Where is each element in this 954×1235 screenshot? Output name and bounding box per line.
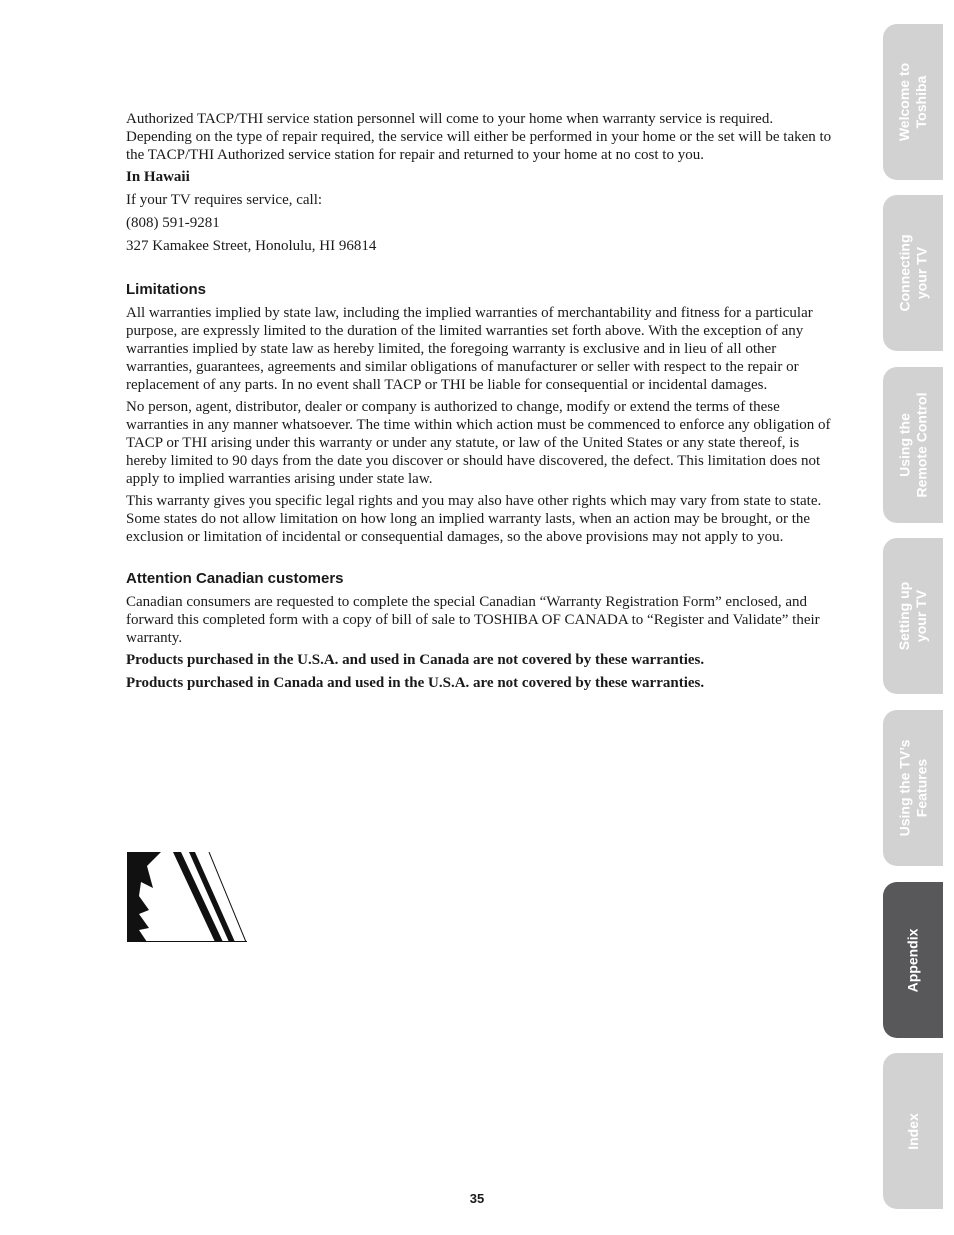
tab-appendix[interactable] bbox=[883, 882, 943, 1038]
limitations-paragraph-3: This warranty gives you specific legal rights and you may also have other rights which may vary from state to state. Some states do not allow limitation on how long an implied warranty lasts, when an action may be brought, or the exclusion or limitation of incidental or consequential damages, so the above provisions may not apply to you. bbox=[126, 493, 822, 545]
tab-index[interactable] bbox=[883, 1053, 943, 1209]
tab-remote-control[interactable] bbox=[883, 367, 943, 523]
tab-setting-up[interactable] bbox=[883, 538, 943, 694]
tab-features[interactable] bbox=[883, 710, 943, 866]
tab-welcome[interactable] bbox=[883, 24, 943, 180]
page-content bbox=[126, 110, 838, 697]
hawaii-heading: In Hawaii bbox=[126, 169, 190, 185]
canada-paragraph: Canadian consumers are requested to complete the special Canadian “Warranty Registration Form” enclosed, and forward this completed form with a copy of bill of sale to TOSHIBA OF CANADA to “Register and Validate” their warranty. bbox=[126, 594, 820, 646]
tab-label: Using the TV’s Features bbox=[896, 739, 929, 837]
canada-notice-canada: Products purchased in Canada and used in the U.S.A. are not covered by these warranties. bbox=[126, 675, 705, 691]
tab-connecting[interactable] bbox=[883, 195, 943, 351]
hawaii-address: 327 Kamakee Street, Honolulu, HI 96814 bbox=[126, 238, 377, 254]
tab-label: Using the Remote Control bbox=[896, 392, 929, 498]
page-number: 35 bbox=[469, 1191, 485, 1206]
canada-maple-leaf-logo bbox=[127, 852, 247, 942]
intro-paragraph: Authorized TACP/THI service station personnel will come to your home when warranty service is required. Depending on the type of repair required, the service will either be performed in your home or the set will be taken to the TACP/THI Authorized service station for repair and returned to your home at no cost to you. bbox=[126, 111, 832, 163]
limitations-paragraph-2: No person, agent, distributor, dealer or company is authorized to change, modify or extend the terms of these warranties in any manner whatsoever. The time within which action must be commenced to enforce any obligation of TACP or THI arising under this warranty or under any statute, or law of the United States or any state thereof, is hereby limited to 90 days from the date you discover or should have discovered, the defect. This limitation does not apply to implied warranties arising under state law. bbox=[126, 399, 831, 487]
canada-notice-usa: Products purchased in the U.S.A. and used in Canada are not covered by these warranties. bbox=[126, 652, 705, 668]
tab-label: Index bbox=[904, 1112, 921, 1150]
tab-label: Appendix bbox=[904, 928, 921, 992]
tab-label: Setting up your TV bbox=[896, 581, 929, 651]
canada-heading: Attention Canadian customers bbox=[126, 570, 344, 587]
hawaii-phone: (808) 591-9281 bbox=[126, 215, 220, 231]
hawaii-service-line: If your TV requires service, call: bbox=[126, 192, 323, 208]
limitations-paragraph-1: All warranties implied by state law, including the implied warranties of merchantability and fitness for a particular purpose, are expressly limited to the duration of the limited warranties set forth above. With the exception of any warranties implied by state law as hereby limited, the foregoing warranty is exclusive and in lieu of all other warranties, guarantees, agreements and similar obligations of manufacturer or seller with respect to the repair or replacement of any parts. In no event shall TACP or THI be liable for consequential or incidental damages. bbox=[126, 305, 813, 393]
limitations-heading: Limitations bbox=[126, 281, 207, 298]
tab-label: Welcome to Toshiba bbox=[896, 62, 929, 142]
tab-label: Connecting your TV bbox=[896, 234, 929, 312]
